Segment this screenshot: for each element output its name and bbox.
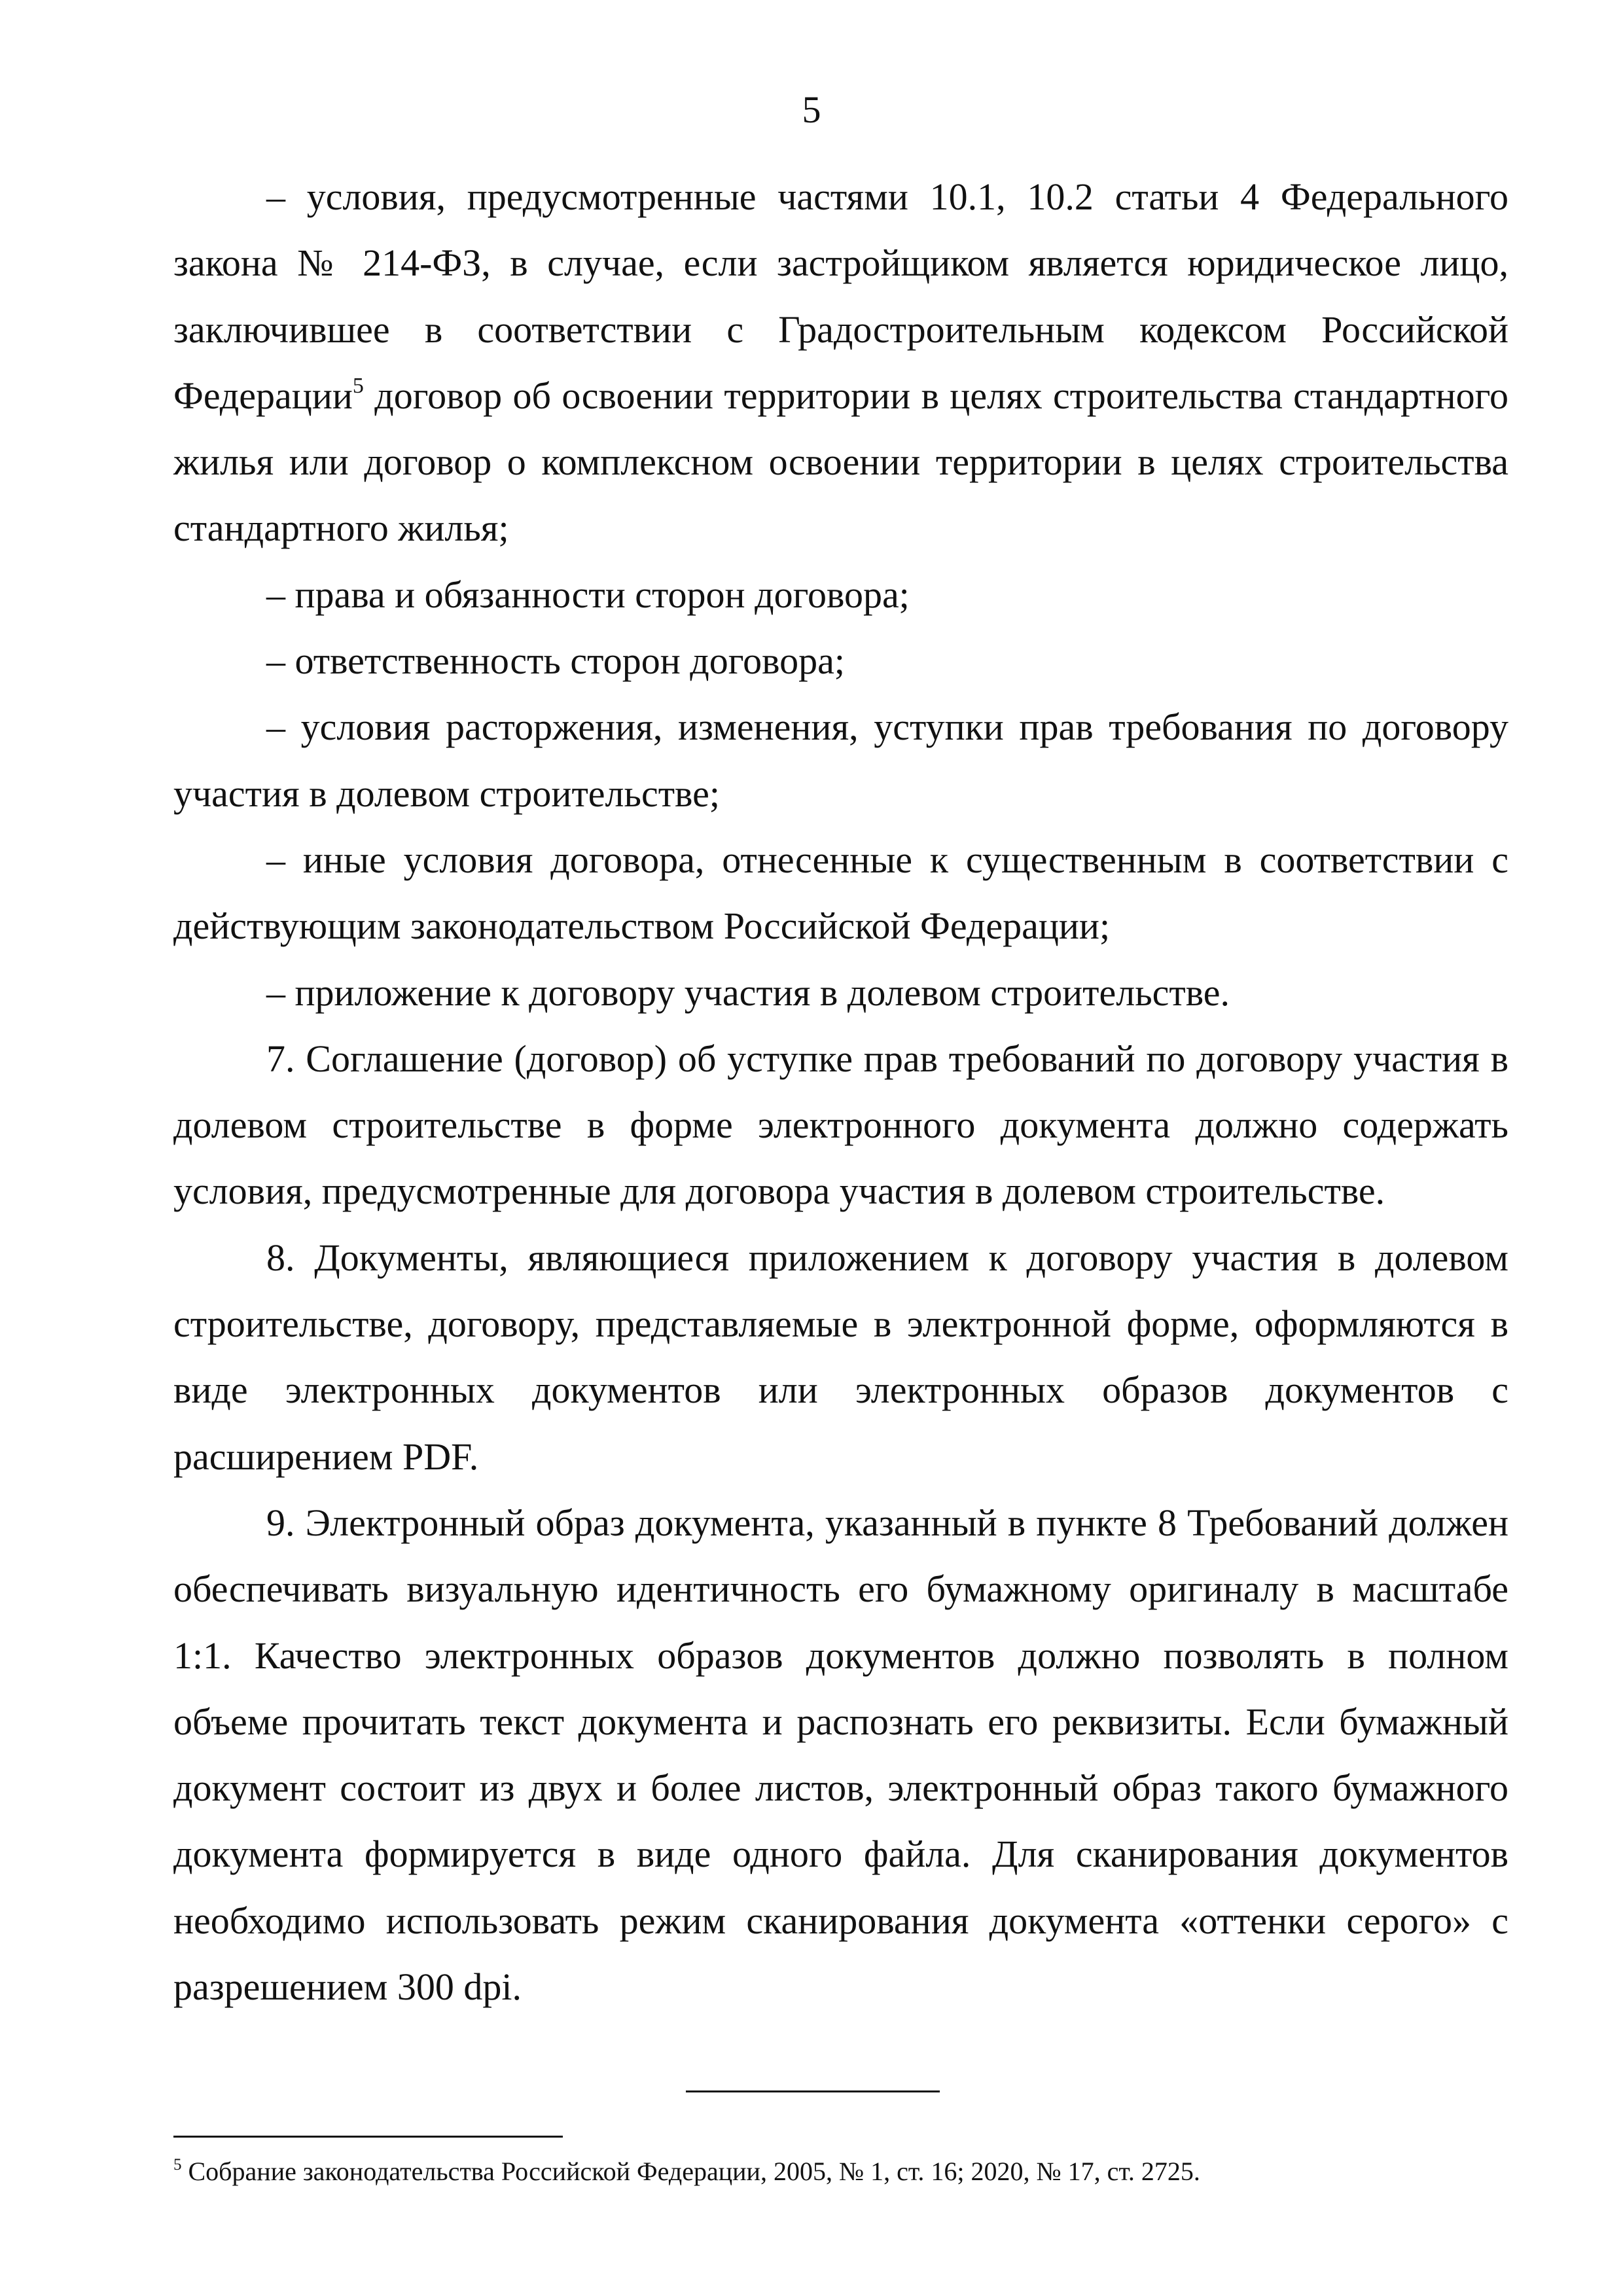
document-body — [173, 164, 1508, 2020]
paragraph-rights-obligations: – права и обязанности сторон договора; — [266, 573, 910, 616]
footnote-text: Собрание законодательства Российской Федерации, 2005, № 1, ст. 16; 2020, № 17, ст. 2725. — [181, 2157, 1200, 2186]
paragraph-item-7: 7. Соглашение (договор) об уступке прав требований по договору участия в долевом строительстве в форме электронного документа должно содержать условия, предусмотренные для договора участия в долевом строительстве. — [173, 1037, 1508, 1213]
paragraph-item-9: 9. Электронный образ документа, указанный в пункте 8 Требований должен обеспечивать визуальную идентичность его бумажному оригиналу в масштабе 1:1. Качество электронных образов документов должно позволять в полном объеме прочитать текст документа и распознать его реквизиты. Если бумажный документ состоит из двух и более листов, электронный образ такого бумажного документа формируется в виде одного файла. Для сканирования документов необходимо использовать режим сканирования документа «оттенки серого» с разрешением 300 dpi. — [173, 1501, 1508, 2009]
paragraph-other-conditions: – иные условия договора, отнесенные к существенным в соответствии с действующим законодательством Российской Федерации; — [173, 838, 1508, 948]
page-number: 5 — [802, 88, 821, 131]
footnote-reference: 5 — [352, 373, 364, 398]
footnote-separator — [173, 2136, 563, 2138]
paragraph-appendix: – приложение к договору участия в долевом строительстве. — [266, 971, 1230, 1014]
footnote-marker: 5 — [173, 2156, 182, 2174]
paragraph-item-8: 8. Документы, являющиеся приложением к договору участия в долевом строительстве, договору, представляемые в электронной форме, оформляются в виде электронных документов или электронных образов документов с расширением PDF. — [173, 1236, 1508, 1478]
end-of-text-rule — [686, 2090, 940, 2092]
paragraph-conditions-10-1 — [173, 164, 1508, 562]
paragraph-liability: – ответственность сторон договора; — [266, 639, 845, 683]
paragraph-text: – условия, предусмотренные частями 10.1, 10.2 статьи 4 Федерального закона № 214-ФЗ, в случае, если застройщиком является юридическое лицо, заключившее в соответствии с Градостроительным кодексом Российской Федерации — [173, 175, 1508, 417]
paragraph-text: договор об освоении территории в целях строительства стандартного жилья или договор о комплексном освоении территории в целях строительства стандартного жилья; — [173, 374, 1508, 550]
footnote — [173, 2152, 1508, 2191]
paragraph-termination: – условия расторжения, изменения, уступки прав требования по договору участия в долевом строительстве; — [173, 706, 1508, 815]
